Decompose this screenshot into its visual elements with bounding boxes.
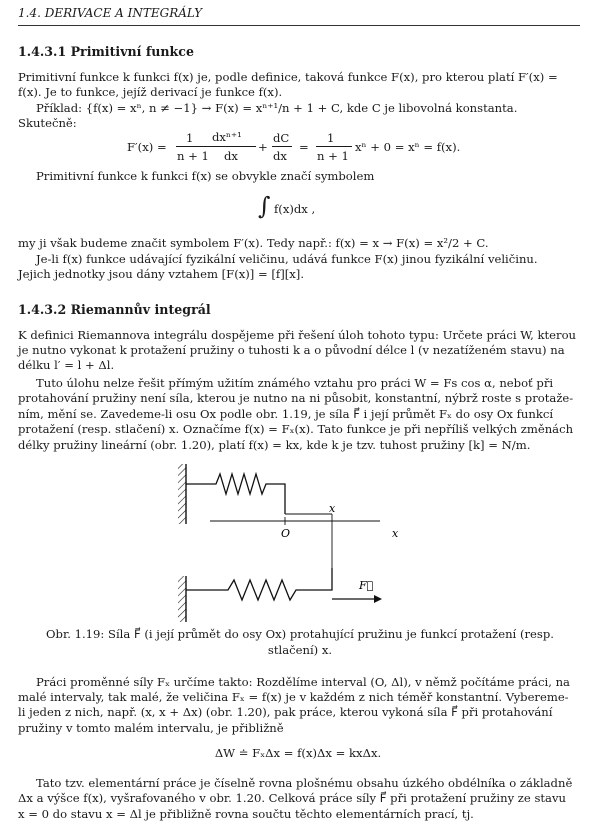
- frac-den: n + 1: [177, 149, 209, 163]
- frac-den: dx: [273, 149, 287, 163]
- fraction-bar: [212, 146, 256, 147]
- frac-num: 1: [186, 131, 194, 145]
- paragraph-line: Práci proměnné síly Fₓ určíme takto: Rozdělíme interval (O, Δl), v němž počítáme práci, na: [36, 675, 570, 689]
- spring-relaxed: [186, 474, 285, 514]
- wall-hatching: [178, 576, 186, 622]
- header-rule: [18, 25, 580, 26]
- frac-den: dx: [224, 149, 238, 163]
- label-force: F⃗: [359, 579, 374, 592]
- paragraph-line: malé intervaly, tak malé, že veličina Fₓ = f(x) je v každém z nich téměř konstantní. Vybereme-: [18, 690, 569, 704]
- fraction-bar: [176, 146, 212, 147]
- paragraph-line: Je-li f(x) funkce udávající fyzikální veličinu, udává funkce F(x) jinou fyzikální veličinu.: [36, 252, 538, 266]
- running-header: 1.4. DERIVACE A INTEGRÁLY: [18, 6, 203, 20]
- label-x-axis: x: [392, 527, 399, 540]
- paragraph-line: Tuto úlohu nelze řešit přímým užitím známého vztahu pro práci W = Fs cos α, neboť při: [36, 376, 554, 390]
- paragraph-line: li jeden z nich, např. (x, x + Δx) (obr. 1.20), pak práce, kterou vykoná síla F⃗ při protahování: [18, 705, 553, 719]
- fraction-bar: [272, 146, 292, 147]
- spring-figure: [170, 462, 430, 622]
- frac-den: n + 1: [317, 149, 349, 163]
- label-origin: O: [281, 527, 291, 540]
- eq-lhs: F′(x) =: [127, 140, 167, 154]
- eq-equals: =: [299, 140, 309, 154]
- eq-rhs: xⁿ + 0 = xⁿ = f(x).: [355, 140, 461, 154]
- paragraph-line: Δx a výšce f(x), vyšrafovaného v obr. 1.20. Celková práce síly F⃗ při protažení pružiny ze stavu: [18, 791, 566, 805]
- paragraph-line: f(x). Je to funkce, jejíž derivací je funkce f(x).: [18, 85, 283, 99]
- spring-stretched: [186, 568, 332, 600]
- section-title-riemann: 1.4.3.2 Riemannův integrál: [18, 302, 211, 317]
- paragraph-line: Primitivní funkce k funkci f(x) se obvykle značí symbolem: [36, 169, 375, 183]
- frac-num: 1: [327, 131, 335, 145]
- paragraph-line: délku l′ = l + Δl.: [18, 358, 115, 372]
- equation-integral: [258, 194, 378, 224]
- figure-caption: Obr. 1.19: Síla F⃗ (i její průmět do osy Ox) protahující pružinu je funkcí protažení (resp. stlačení) x.: [46, 627, 554, 657]
- paragraph-line: Tato tzv. elementární práce je číselně rovna plošnému obsahu úzkého obdélníka o základně: [36, 776, 573, 790]
- paragraph-line: Jejich jednotky jsou dány vztahem [F(x)] = [f][x].: [18, 267, 305, 281]
- paragraph-line: x = 0 do stavu x = Δl je přibližně rovna součtu těchto elementárních prací, tj.: [18, 807, 474, 821]
- paragraph-line: Skutečně:: [18, 116, 77, 130]
- paragraph-line: je nutno vykonat k protažení pružiny o tuhosti k a o původní délce l (v nezatíženém stavu) na: [18, 343, 565, 357]
- paragraph-line: K definici Riemannova integrálu dospějeme při řešení úloh tohoto typu: Určete práci W, kterou: [18, 328, 577, 342]
- equation-derivative: [0, 130, 596, 166]
- integral-body: f(x)dx ,: [274, 202, 316, 216]
- force-arrowhead: [374, 595, 382, 603]
- paragraph-line: Primitivní funkce k funkci f(x) je, podle definice, taková funkce F(x), pro kterou platí F′(x) =: [18, 70, 558, 84]
- label-x-top: x: [329, 502, 336, 515]
- equation-work: ΔW ≐ FₓΔx = f(x)Δx = kxΔx.: [214, 746, 382, 760]
- frac-num: dC: [273, 131, 290, 145]
- paragraph-line: ním, mění se. Zavedeme-li osu Ox podle obr. 1.19, je síla F⃗ i její průmět Fₓ do osy Ox funkcí: [18, 407, 554, 421]
- section-title-primitive: 1.4.3.1 Primitivní funkce: [18, 44, 194, 59]
- paragraph-line: protahování pružiny není síla, kterou je nutno na ni působit, konstantní, nýbrž roste s protaže-: [18, 391, 574, 405]
- paragraph-line: my ji však budeme značit symbolem F′(x). Tedy např.: f(x) = x → F(x) = x²/2 + C.: [18, 236, 489, 250]
- frac-num: dxⁿ⁺¹: [212, 130, 242, 144]
- paragraph-line: Příklad: {f(x) = xⁿ, n ≠ −1} → F(x) = xⁿ⁺¹/n + 1 + C, kde C je libovolná konstanta.: [36, 101, 518, 115]
- paragraph-line: pružiny v tomto malém intervalu, je přibližně: [18, 721, 284, 735]
- paragraph-line: protažení (resp. stlačení) x. Označíme f(x) = Fₓ(x). Tato funkce je při nepříliš velkých změnách: [18, 422, 574, 436]
- fraction-bar: [316, 146, 352, 147]
- wall-hatching: [178, 464, 186, 524]
- eq-plus: +: [258, 140, 268, 154]
- integral-sign: ∫: [258, 192, 271, 220]
- paragraph-line: délky pružiny lineární (obr. 1.20), platí f(x) = kx, kde k je tzv. tuhost pružiny [k] = N/m.: [18, 438, 531, 452]
